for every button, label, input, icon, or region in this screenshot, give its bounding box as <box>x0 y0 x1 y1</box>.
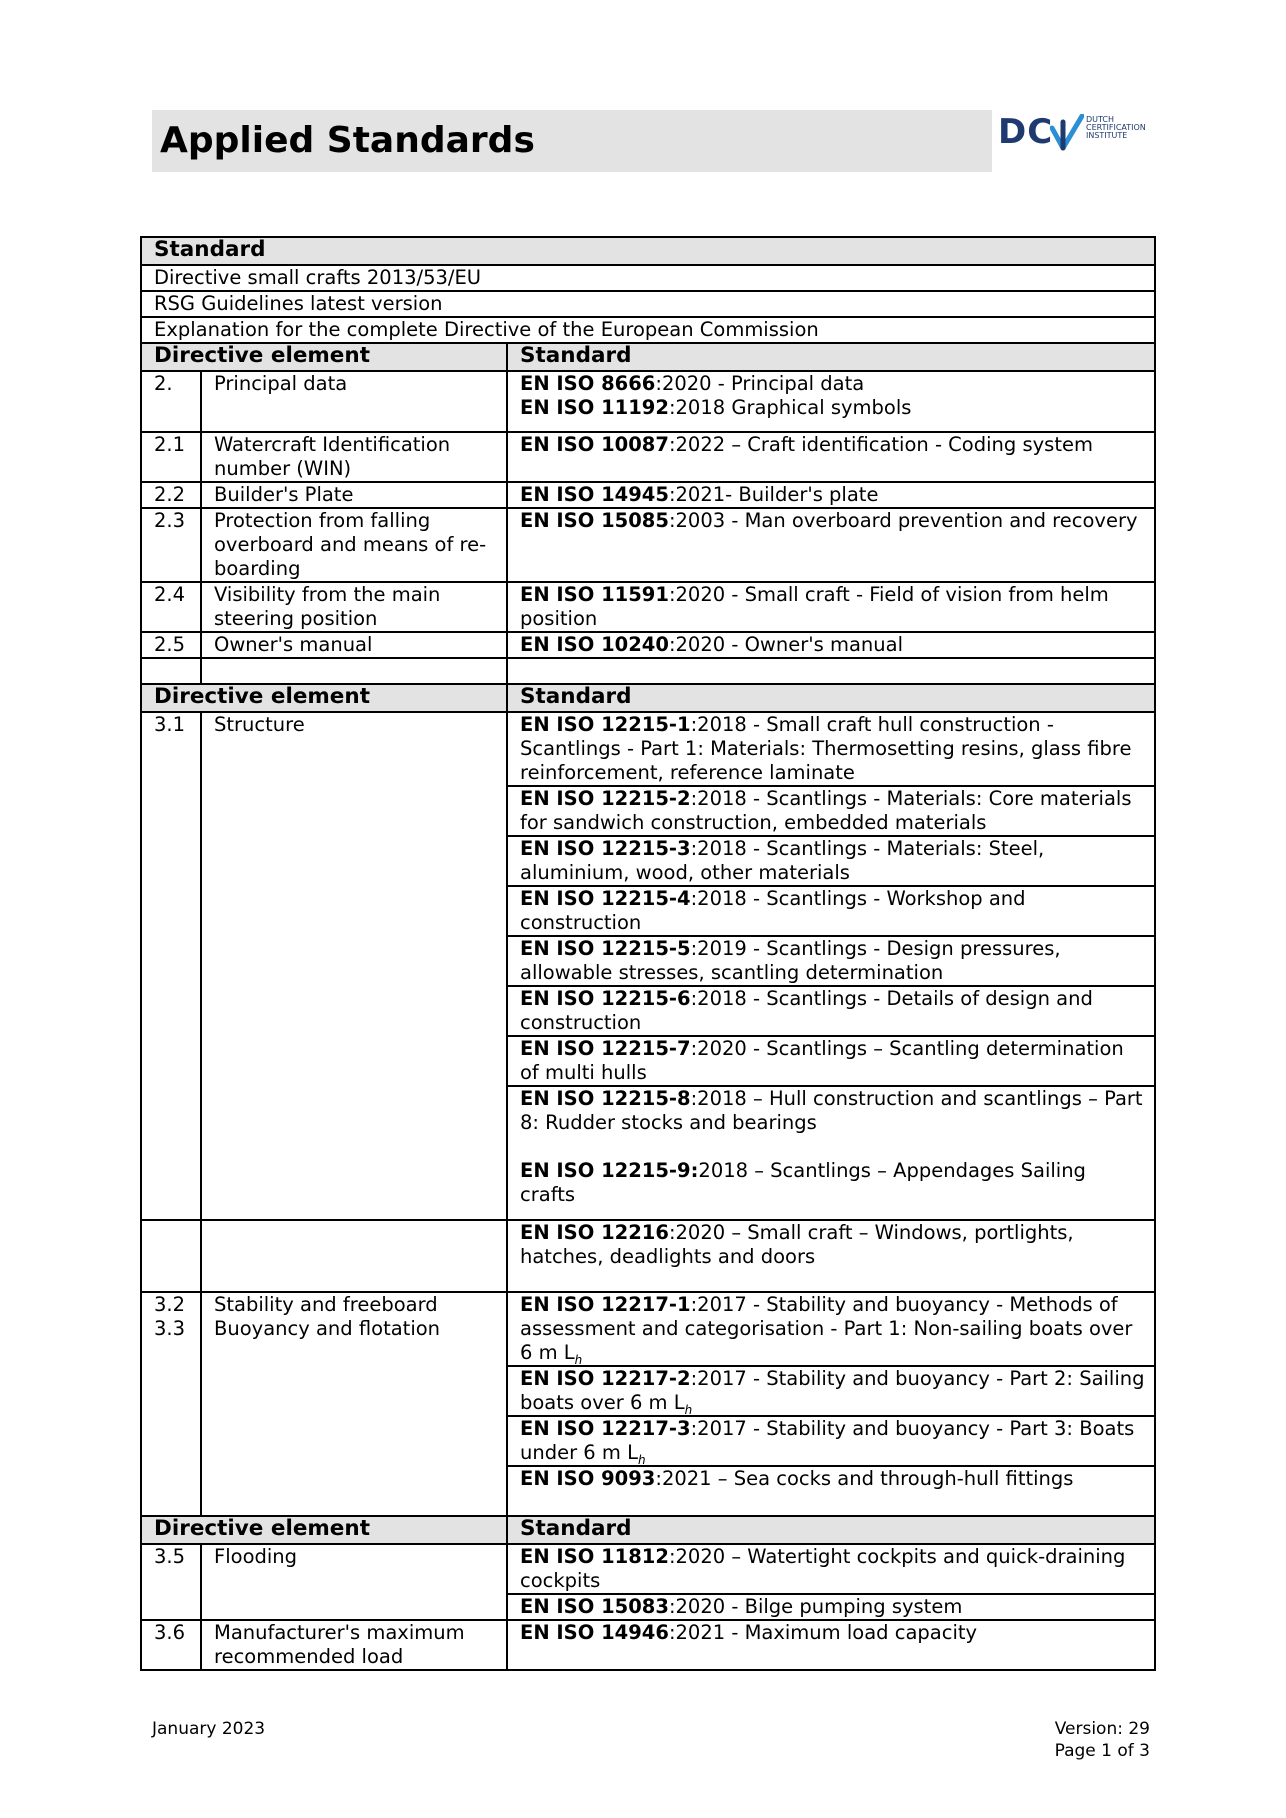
standard-cell: EN ISO 12217-1:2017 - Stability and buoyancy - Methods of assessment and categorisation - Part 1: Non-sailing boats over 6 m $L_h$ <box>507 1292 1155 1366</box>
standard-cell: EN ISO 12215-8:2018 – Hull construction and scantlings – Part 8: Rudder stocks and bearings EN ISO 12215-9:2018 – Scantlings – Appendages Sailing crafts <box>507 1086 1155 1220</box>
standard-cell: EN ISO 12215-2:2018 - Scantlings - Materials: Core materials for sandwich construction, embedded materials <box>507 786 1155 836</box>
footer-page-number: Page 1 of 3 <box>1054 1741 1150 1761</box>
standard-cell: EN ISO 12215-7:2020 - Scantlings – Scantling determination of multi hulls <box>507 1036 1155 1086</box>
table-header-row <box>141 237 1155 265</box>
standard-cell: EN ISO 11591:2020 - Small craft - Field of vision from helm position <box>507 582 1155 632</box>
standard-cell: EN ISO 12217-2:2017 - Stability and buoyancy - Part 2: Sailing boats over 6 m $L_h$ <box>507 1366 1155 1416</box>
standard-cell: EN ISO 12217-3:2017 - Stability and buoyancy - Part 3: Boats under 6 m $L_h$ <box>507 1416 1155 1466</box>
element-number: 2.5 <box>141 632 201 658</box>
directive-element-header: Directive element <box>141 684 507 712</box>
standard-cell: EN ISO 10240:2020 - Owner's manual <box>507 632 1155 658</box>
table-row <box>141 632 1155 658</box>
logo-tagline: DUTCH CERTIFICATION INSTITUTE <box>1086 115 1146 140</box>
element-number: 3.5 <box>141 1544 201 1620</box>
element-name: Stability and freeboard Buoyancy and flotation <box>201 1292 507 1516</box>
standard-column-header: Standard <box>507 1516 1155 1544</box>
table-row <box>141 265 1155 291</box>
table-row <box>141 1292 1155 1366</box>
element-number: 2.4 <box>141 582 201 632</box>
directive-element-header: Directive element <box>141 343 507 371</box>
standard-cell: EN ISO 11812:2020 – Watertight cockpits and quick-draining cockpits <box>507 1544 1155 1594</box>
element-number: 3.6 <box>141 1620 201 1670</box>
standard-cell: EN ISO 14946:2021 - Maximum load capacity <box>507 1620 1155 1670</box>
logo-check-icon <box>1050 114 1084 152</box>
dci-logo <box>998 110 1158 154</box>
element-number: 3.1 <box>141 712 201 1220</box>
table-row <box>141 1544 1155 1594</box>
element-name: Builder's Plate <box>201 482 507 508</box>
table-row <box>141 712 1155 786</box>
standard-column-header: Standard <box>507 343 1155 371</box>
element-name: Watercraft Identification number (WIN) <box>201 432 507 482</box>
standard-cell: EN ISO 12215-4:2018 - Scantlings - Workshop and construction <box>507 886 1155 936</box>
footer-version-info <box>1055 1718 1150 1762</box>
table-row <box>141 371 1155 432</box>
table-row <box>141 582 1155 632</box>
standard-cell: EN ISO 12215-1:2018 - Small craft hull construction - Scantlings - Part 1: Materials: Thermosetting resins, glass fibre reinforcement, reference laminate <box>507 712 1155 786</box>
element-name: Owner's manual <box>201 632 507 658</box>
standard-cell: EN ISO 9093:2021 – Sea cocks and through-hull fittings <box>507 1466 1155 1516</box>
page-title: Applied Standards <box>160 120 535 161</box>
standard-cell: EN ISO 10087:2022 – Craft identification - Coding system <box>507 432 1155 482</box>
general-row: Directive small crafts 2013/53/EU <box>141 265 1155 291</box>
column-header-row <box>141 1516 1155 1544</box>
table-row <box>141 317 1155 343</box>
element-name: Visibility from the main steering position <box>201 582 507 632</box>
element-name: Manufacturer's maximum recommended load <box>201 1620 507 1670</box>
directive-element-header: Directive element <box>141 1516 507 1544</box>
title-bar <box>152 110 992 172</box>
element-number: 2. <box>141 371 201 432</box>
table-row <box>141 508 1155 582</box>
standard-cell: EN ISO 15083:2020 - Bilge pumping system <box>507 1594 1155 1620</box>
element-number: 2.1 <box>141 432 201 482</box>
standard-cell: EN ISO 12216:2020 – Small craft – Windows, portlights, hatches, deadlights and doors <box>507 1220 1155 1292</box>
element-number: 3.2 3.3 <box>141 1292 201 1516</box>
general-row: Explanation for the complete Directive of the European Commission <box>141 317 1155 343</box>
element-number: 2.2 <box>141 482 201 508</box>
standard-cell: EN ISO 12215-5:2019 - Scantlings - Design pressures, allowable stresses, scantling determination <box>507 936 1155 986</box>
general-row: RSG Guidelines latest version <box>141 291 1155 317</box>
standard-cell: EN ISO 15085:2003 - Man overboard prevention and recovery <box>507 508 1155 582</box>
standard-column-header: Standard <box>507 684 1155 712</box>
element-number: 2.3 <box>141 508 201 582</box>
element-name: Principal data <box>201 371 507 432</box>
standard-header: Standard <box>141 237 1155 265</box>
table-row <box>141 432 1155 482</box>
column-header-row <box>141 343 1155 371</box>
table-row <box>141 1620 1155 1670</box>
standard-cell: EN ISO 12215-6:2018 - Scantlings - Details of design and construction <box>507 986 1155 1036</box>
footer-date: January 2023 <box>152 1719 266 1739</box>
standard-cell: EN ISO 14945:2021- Builder's plate <box>507 482 1155 508</box>
element-name: Flooding <box>201 1544 507 1620</box>
element-name: Structure <box>201 712 507 1220</box>
logo-letters: DC <box>998 112 1054 152</box>
table-row <box>141 482 1155 508</box>
standards-table <box>140 236 1156 1671</box>
column-header-row <box>141 684 1155 712</box>
standard-cell: EN ISO 12215-3:2018 - Scantlings - Materials: Steel, aluminium, wood, other materials <box>507 836 1155 886</box>
element-name: Protection from falling overboard and means of re-boarding <box>201 508 507 582</box>
footer-version: Version: 29 <box>1054 1719 1150 1739</box>
table-row <box>141 1220 1155 1292</box>
table-row <box>141 291 1155 317</box>
standard-cell: EN ISO 8666:2020 - Principal data EN ISO 11192:2018 Graphical symbols <box>507 371 1155 432</box>
empty-row <box>141 658 1155 684</box>
